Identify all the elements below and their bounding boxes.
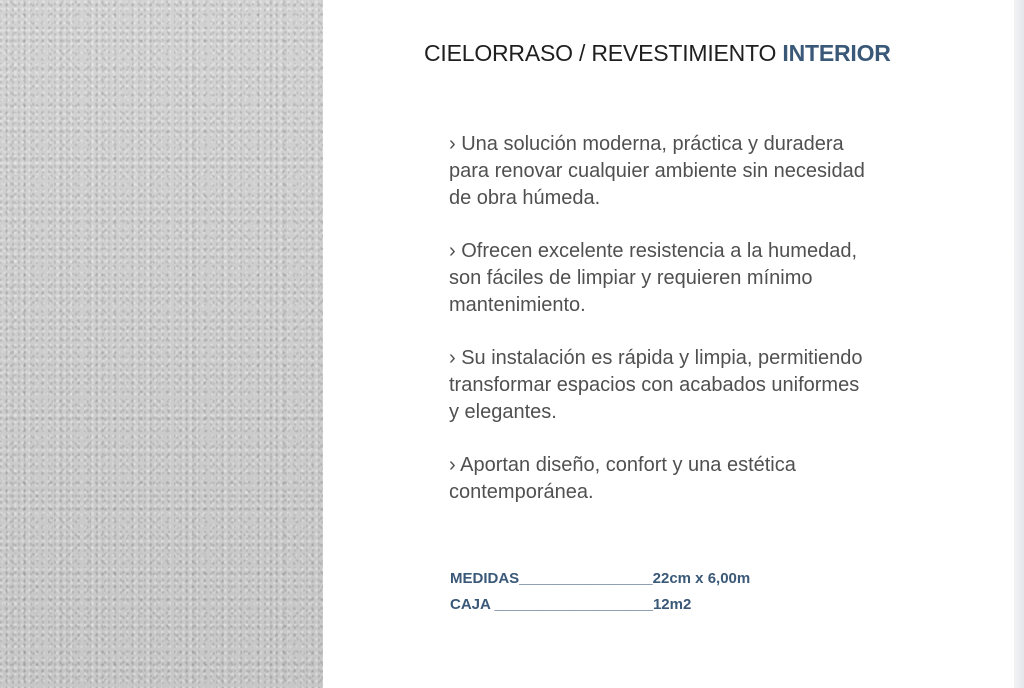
feature-line: › Ofrecen excelente resistencia a la humedad, (449, 240, 857, 262)
feature-line: › Una solución moderna, práctica y duradera (449, 133, 844, 155)
feature-line: para renovar cualquier ambiente sin necesidad (449, 160, 865, 182)
feature-line: y elegantes. (449, 401, 557, 423)
feature-item (449, 131, 989, 212)
feature-item (449, 452, 989, 506)
feature-line: son fáciles de limpiar y requieren mínimo (449, 267, 813, 289)
feature-item (449, 238, 989, 319)
ceiling-texture-image (0, 0, 323, 688)
spec-measures: MEDIDAS________________22cm x 6,00m (450, 570, 751, 587)
title-accent: INTERIOR (782, 40, 891, 66)
title-main: CIELORRASO / REVESTIMIENTO (424, 40, 783, 66)
feature-line: › Aportan diseño, confort y una estética (449, 454, 796, 476)
feature-line: transformar espacios con acabados uniformes (449, 374, 860, 396)
page-title (424, 40, 891, 67)
feature-line: contemporánea. (449, 481, 594, 503)
feature-line: de obra húmeda. (449, 187, 601, 209)
right-edge-strip (1014, 0, 1024, 688)
spec-box: CAJA ___________________12m2 (450, 596, 692, 613)
feature-list (449, 131, 989, 532)
feature-item (449, 345, 989, 426)
feature-line: mantenimiento. (449, 294, 586, 316)
feature-line: › Su instalación es rápida y limpia, permitiendo (449, 347, 863, 369)
product-specs (450, 566, 750, 618)
